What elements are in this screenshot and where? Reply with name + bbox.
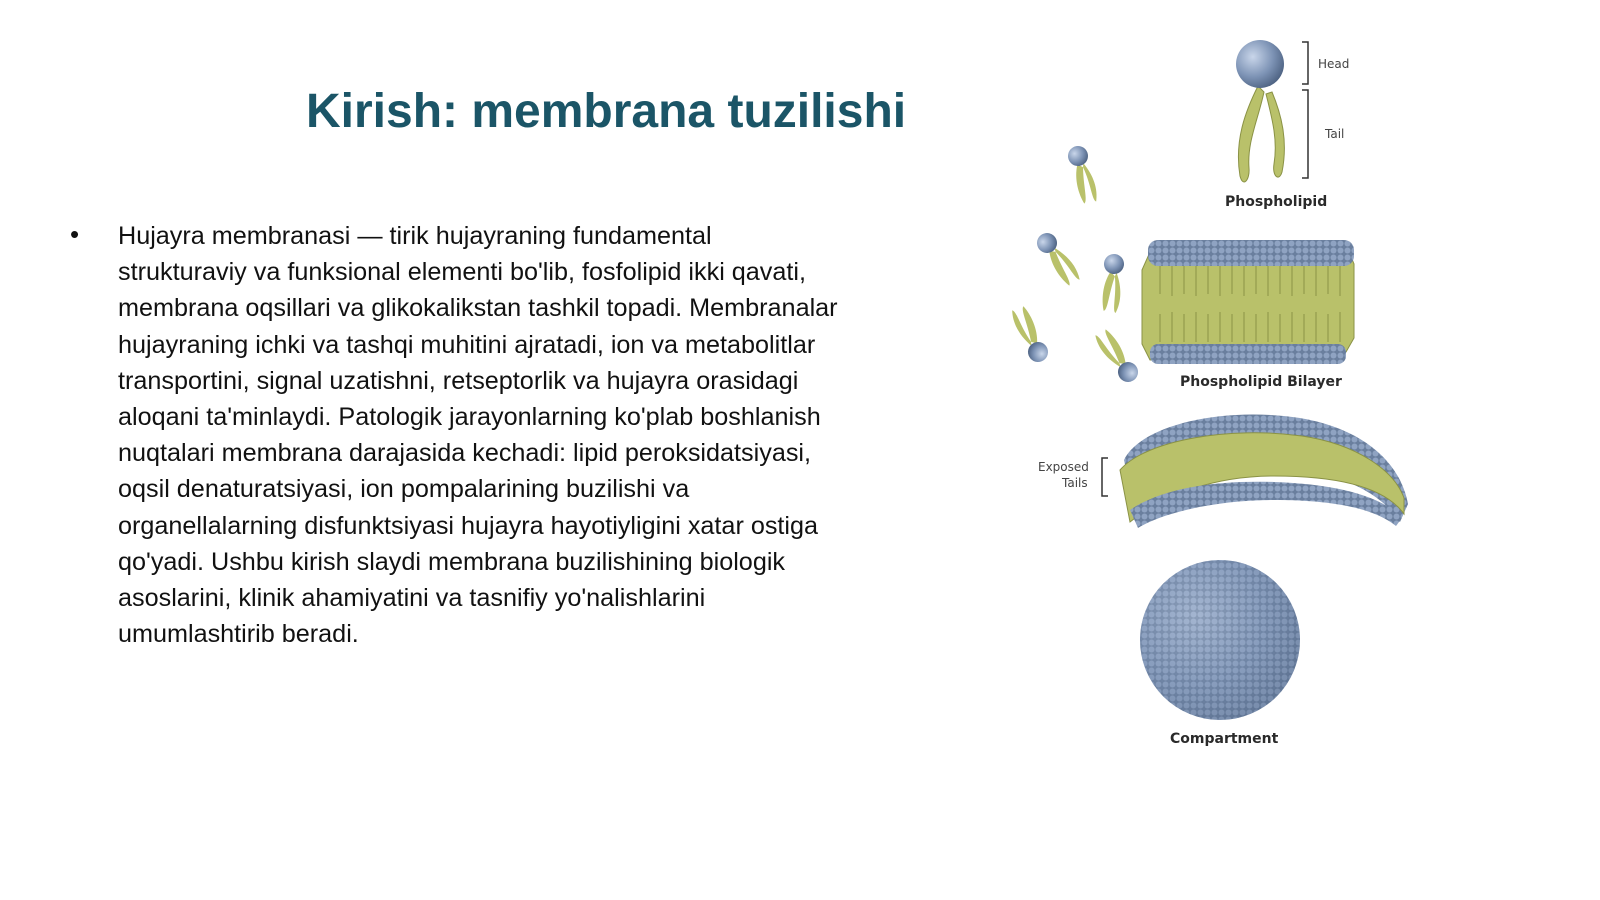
bullet-text: Hujayra membranasi — tirik hujayraning fundamental strukturaviy va funksional elementi bo'lib, fosfolipid ikki qavati, membrana oqsillari va glikokalikstan tashkil topadi. Membranalar hujayraning ichki va tashqi muhitini ajratadi, ion va metabolitlar transportini, signal uzatishni, retseptorlik va hujayra orasidagi aloqani ta'minlaydi. Patologik jarayonlarning ko'plab boshlanish nuqtalari membrana darajasida kechadi: lipid peroksidatsiyasi, oqsil denaturatsiyasi, ion pompalarining buzilishi va organellalarning disfunktsiyasi hujayra hayotiyligini xatar ostiga qo'yadi. Ushbu kirish slaydi membrana buzilishining biologik asoslarini, klinik ahamiyatini va tasnifiy yo'nalishlarini umumlashtirib beradi. — [118, 222, 838, 649]
compartment-diagram — [1140, 560, 1300, 747]
bullet-dot-icon: • — [70, 219, 80, 249]
exposed-label: Exposed — [1038, 460, 1089, 474]
phospholipid-diagram — [1225, 40, 1349, 210]
bullet-item — [70, 218, 840, 652]
membrane-structure-figure — [1038, 30, 1450, 780]
phospholipid-label: Phospholipid — [1225, 194, 1328, 210]
head-label: Head — [1318, 57, 1350, 71]
compartment-label: Compartment — [1170, 731, 1279, 747]
exposed-tails-diagram — [1038, 414, 1408, 528]
phospholipid-bilayer-diagram — [1142, 240, 1354, 390]
slide-title: Kirish: membrana tuzilishi — [306, 85, 907, 138]
bullet-list — [70, 218, 840, 652]
free-phospholipids — [1010, 144, 1141, 387]
tails-label: Tails — [1062, 476, 1088, 490]
bilayer-label: Phospholipid Bilayer — [1180, 374, 1342, 390]
membrane-diagram — [1038, 30, 1450, 780]
tail-label: Tail — [1325, 127, 1345, 141]
